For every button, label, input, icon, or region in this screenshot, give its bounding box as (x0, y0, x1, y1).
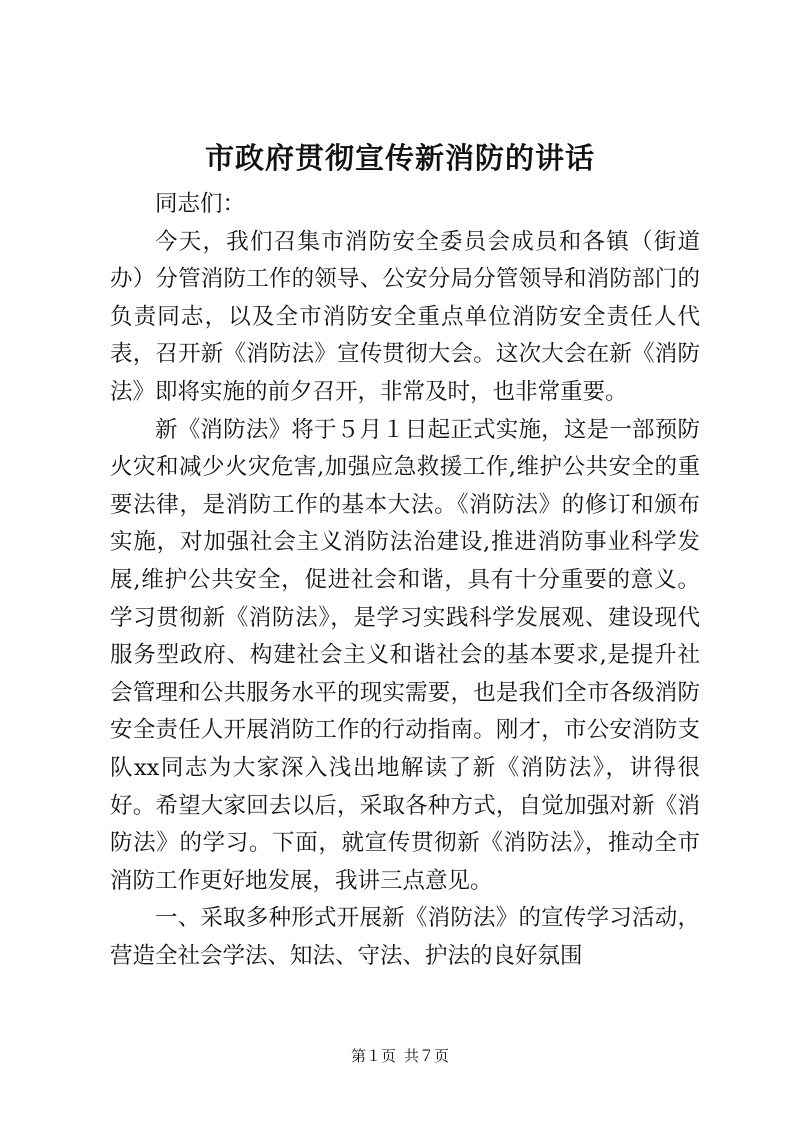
paragraph-fire-law-significance: 新《消防法》将于５月１日起正式实施，这是一部预防火灾和减少火灾危害,加强应急救援工作,维护公共安全的重要法律，是消防工作的基本大法。《消防法》的修订和颁布实施，对加强社会主义消防法治建设,推进消防事业科学发展,维护公共安全，促进社会和谐，具有十分重要的意义。学习贯彻新《消防法》，是学习实践科学发展观、建设现代服务型政府、构建社会主义和谐社会的基本要求,是提升社会管理和公共服务水平的现实需要，也是我们全市各级消防安全责任人开展消防工作的行动指南。刚才，市公安消防支队xx同志为大家深入浅出地解读了新《消防法》，讲得很好。希望大家回去以后，采取各种方式，自觉加强对新《消防法》的学习。下面，就宣传贯彻新《消防法》，推动全市消防工作更好地发展，我讲三点意见。 (110, 416, 700, 894)
section-heading-one: 一、采取多种形式开展新《消防法》的宣传学习活动，营造全社会学法、知法、守法、护法的良好氛围 (110, 905, 700, 969)
page-number: 第１页 (350, 1047, 396, 1065)
page-total: 共７页 (404, 1047, 450, 1065)
document-body (110, 186, 700, 975)
page-footer (0, 1046, 800, 1066)
salutation: 同志们： (155, 191, 246, 217)
page-title: 市政府贯彻宣传新消防的讲话 (204, 141, 595, 175)
paragraph-opening: 今天，我们召集市消防安全委员会成员和各镇（街道办）分管消防工作的领导、公安分局分管领导和消防部门的负责同志，以及全市消防安全重点单位消防安全责任人代表，召开新《消防法》宣传贯彻大会。这次大会在新《消防法》即将实施的前夕召开，非常及时，也非常重要。 (110, 228, 700, 405)
